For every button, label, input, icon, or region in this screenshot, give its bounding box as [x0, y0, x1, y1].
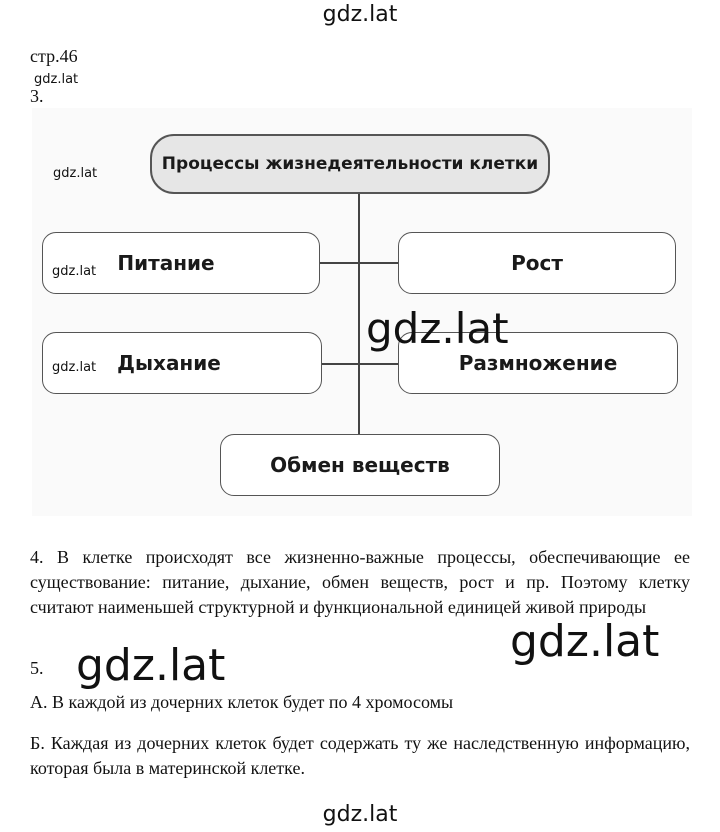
diagram-title: Процессы жизнедеятельности клетки	[161, 154, 539, 174]
watermark-large-left: gdz.lat	[76, 640, 226, 691]
page-reference: стр.46	[30, 46, 78, 66]
diagram-title-box	[150, 134, 550, 194]
task-5-number: 5.	[30, 658, 44, 678]
watermark-small: gdz.lat	[34, 72, 79, 87]
connector-row-1	[320, 262, 398, 264]
watermark-diagram-large: gdz.lat	[366, 304, 509, 353]
watermark-diagram-3: gdz.lat	[52, 360, 97, 375]
diagram	[32, 108, 692, 516]
watermark-bottom: gdz.lat	[322, 802, 398, 827]
node-metabolism	[220, 434, 500, 496]
connector-row-2	[322, 363, 398, 365]
watermark-diagram-1: gdz.lat	[53, 166, 98, 181]
node-respiration-label: Дыхание	[117, 351, 221, 375]
task-4-text: 4. В клетке происходят все жизненно-важные процессы, обеспечивающие ее существование: питание, дыхание, обмен веществ, рост и пр. Поэтому клетку считают наименьшей структурной и функциональной единицей живой природы	[30, 547, 690, 617]
task-5-answer-b: Б. Каждая из дочерних клеток будет содержать ту же наследственную информацию, которая была в материнской клетке.	[30, 733, 690, 778]
watermark-diagram-2: gdz.lat	[52, 264, 97, 279]
task-3-number: 3.	[30, 86, 44, 106]
node-metabolism-label: Обмен веществ	[270, 453, 450, 477]
node-growth-label: Рост	[511, 251, 563, 275]
watermark-large-right: gdz.lat	[510, 616, 660, 667]
node-nutrition-label: Питание	[117, 251, 215, 275]
task-5-answer-a: А. В каждой из дочерних клеток будет по 4 хромосомы	[30, 692, 454, 712]
connector-vertical	[358, 194, 360, 436]
node-growth	[398, 232, 676, 294]
watermark-top: gdz.lat	[322, 2, 398, 27]
node-reproduction-label: Размножение	[458, 351, 618, 375]
node-nutrition	[42, 232, 320, 294]
